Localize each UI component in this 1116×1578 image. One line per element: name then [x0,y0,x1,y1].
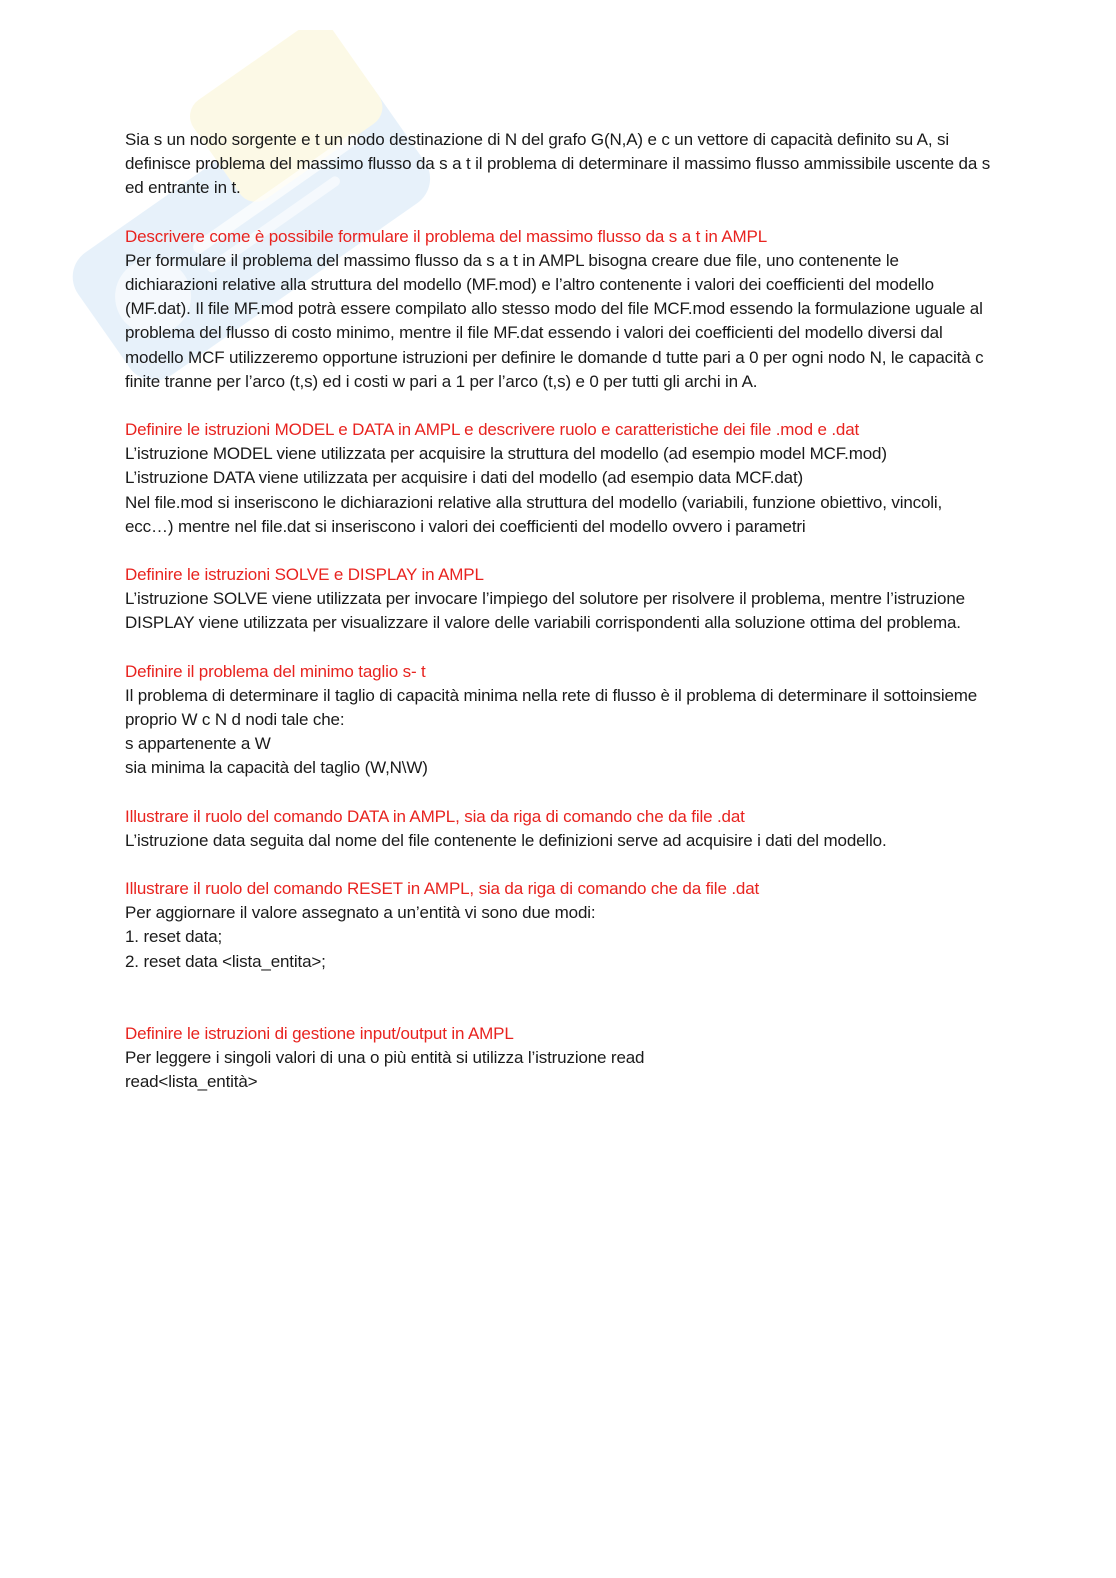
answer-text: L’istruzione data seguita dal nome del file contenente le definizioni serve ad acquisire i dati del modello. [125,830,887,850]
answer-line: Per aggiornare il valore assegnato a un’entità vi sono due modi: [125,903,596,923]
intro-paragraph [125,128,995,201]
answer-line: Il problema di determinare il taglio di capacità minima nella rete di flusso è il problema di determinare il sottoinsieme proprio W c N d nodi tale che: [125,685,978,730]
qa-section-data-command [125,805,995,853]
qa-section-solve-display [125,563,995,636]
answer-text: Per formulare il problema del massimo flusso da s a t in AMPL bisogna creare due file, uno contenente le dichiarazioni relative alla struttura del modello (MF.mod) e l’altro contenente i valori dei coefficienti del modello (MF.dat). Il file MF.mod potrà essere compilato allo stesso modo del file MCF.mod essendo la formulazione uguale al problema del flusso di costo minimo, mentre il file MF.dat essendo i valori dei coefficienti del modello diversi dal modello MCF utilizzeremo opportune istruzioni per definire le domande d tutte pari a 0 per ogni nodo N, le capacità c finite tranne per l’arco (t,s) ed i costi w pari a 1 per l’arco (t,s) e 0 per tutti gli archi in A. [125,250,984,391]
question-heading: Definire il problema del minimo taglio s- t [125,661,426,681]
question-heading: Definire le istruzioni MODEL e DATA in AMPL e descrivere ruolo e caratteristiche dei file .mod e .dat [125,420,860,440]
question-heading: Illustrare il ruolo del comando DATA in AMPL, sia da riga di comando che da file .dat [125,806,745,826]
intro-text: Sia s un nodo sorgente e t un nodo destinazione di N del grafo G(N,A) e c un vettore di capacità definito su A, si definisce problema del massimo flusso da s a t il problema di determinare il massimo flusso ammissibile uscente da s ed entrante in t. [125,130,991,198]
answer-line: Per leggere i singoli valori di una o più entità si utilizza l’istruzione read [125,1048,645,1068]
qa-section-min-cut [125,660,995,781]
answer-line: 2. reset data <lista_entita>; [125,951,326,971]
answer-line: sia minima la capacità del taglio (W,N\W) [125,758,428,778]
question-heading: Definire le istruzioni di gestione input/output in AMPL [125,1023,514,1043]
question-heading: Illustrare il ruolo del comando RESET in AMPL, sia da riga di comando che da file .dat [125,879,760,899]
qa-section-model-data [125,418,995,539]
question-heading: Descrivere come è possibile formulare il problema del massimo flusso da s a t in AMPL [125,226,768,246]
qa-section-max-flow-ampl [125,225,995,394]
question-heading: Definire le istruzioni SOLVE e DISPLAY in AMPL [125,565,484,585]
answer-line: 1. reset data; [125,927,223,947]
answer-line: Nel file.mod si inseriscono le dichiarazioni relative alla struttura del modello (variabili, funzione obiettivo, vincoli, ecc…) mentre nel file.dat si inseriscono i valori dei coefficienti del modello ovvero i parametri [125,492,943,536]
document-body [125,128,995,1119]
qa-section-reset-command [125,877,995,974]
answer-line: L’istruzione MODEL viene utilizzata per acquisire la struttura del modello (ad esempio model MCF.mod) [125,444,887,464]
answer-text: L’istruzione SOLVE viene utilizzata per invocare l’impiego del solutore per risolvere il problema, mentre l’istruzione DISPLAY viene utilizzata per visualizzare il valore delle variabili corrispondenti alla soluzione ottima del problema. [125,589,965,633]
answer-line: L’istruzione DATA viene utilizzata per acquisire i dati del modello (ad esempio data MCF.dat) [125,468,804,488]
answer-line: read<lista_entità> [125,1072,258,1092]
answer-line: s appartenente a W [125,734,271,754]
qa-section-input-output [125,1022,995,1095]
